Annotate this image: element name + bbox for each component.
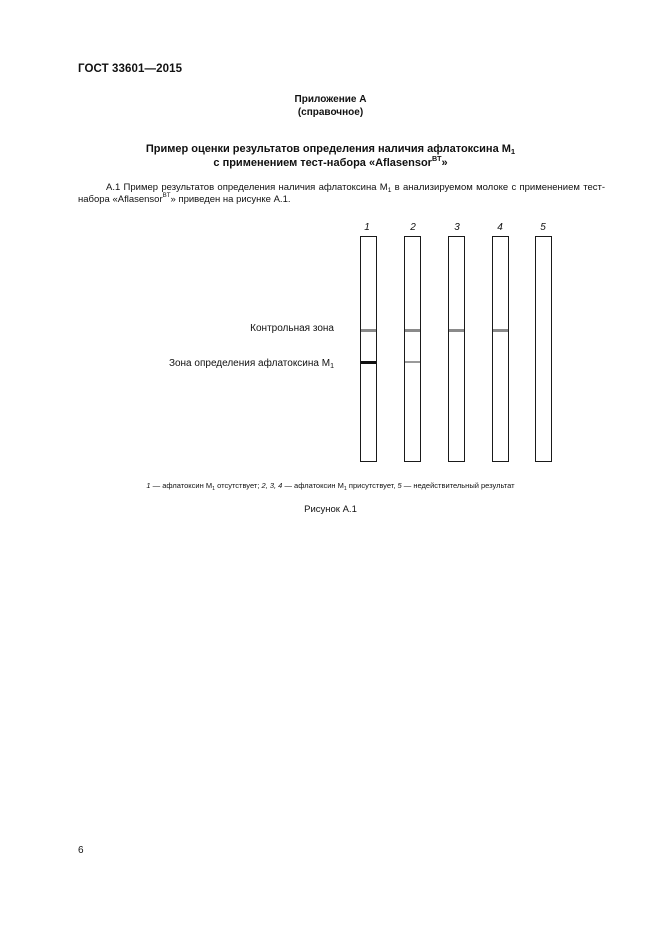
legend-text-2b: присутствует,: [346, 481, 398, 490]
detection-zone-label-text: Зона определения афлатоксина М: [168, 358, 331, 369]
test-strip: [404, 236, 421, 462]
strip-number-5: 5: [540, 222, 546, 233]
annex-heading: [0, 93, 661, 119]
legend-text-5: — недействительный результат: [401, 481, 515, 490]
control-band: [449, 329, 464, 332]
control-band: [361, 329, 376, 332]
page-number: 6: [78, 845, 84, 856]
test-strip: [492, 236, 509, 462]
annex-main-title: [0, 142, 661, 170]
paragraph-text-3: » приведен на рисунке А.1.: [170, 194, 291, 205]
legend-number-2: 2, 3, 4: [261, 481, 283, 490]
figure-caption: Рисунок А.1: [304, 504, 357, 515]
detection-zone-label-subscript: 1: [330, 363, 334, 370]
test-band: [405, 361, 420, 363]
title-line-1: [0, 142, 661, 156]
legend-number-5: 5: [397, 481, 402, 490]
legend-text-2: — афлатоксин М: [282, 481, 344, 490]
test-strip: [448, 236, 465, 462]
paragraph-text-2: в анализируемом молоке с применением тест-набора «Aflasensor: [78, 182, 605, 205]
title-line-2-superscript: BT: [431, 155, 442, 163]
strip-number-1: 1: [364, 222, 370, 233]
paragraph-a1: [78, 182, 605, 206]
control-band: [493, 329, 508, 332]
title-line-1-subscript: 1: [510, 147, 516, 156]
paragraph-text-1: А.1 Пример результатов определения наличия афлатоксина М: [106, 182, 388, 193]
strip-number-2: 2: [410, 222, 416, 233]
strip-number-3: 3: [454, 222, 460, 233]
detection-zone-label: [169, 358, 334, 369]
strip-number-4: 4: [497, 222, 503, 233]
legend-text-1: — афлатоксин М: [150, 481, 213, 490]
control-band: [405, 329, 420, 332]
annex-title: Приложение А: [294, 94, 367, 105]
paragraph-superscript: BT: [162, 192, 171, 199]
document-code: ГОСТ 33601—2015: [78, 63, 183, 75]
test-strip: [535, 236, 552, 462]
legend-subscript-1: 1: [212, 486, 215, 492]
title-line-2: [0, 156, 661, 170]
test-band: [361, 361, 376, 364]
title-line-2-close-quote: »: [441, 157, 448, 169]
title-line-2-text: с применением тест-набора «Aflasensor: [213, 157, 432, 169]
title-line-1-text: Пример оценки результатов определения наличия афлатоксина М: [145, 143, 511, 155]
annex-kind: (справочное): [297, 107, 364, 118]
legend-text-1b: отсутствует;: [215, 481, 262, 490]
legend-subscript-2: 1: [343, 486, 347, 492]
control-zone-label: Контрольная зона: [250, 323, 334, 334]
figure-legend: [0, 481, 661, 490]
paragraph-subscript: 1: [387, 187, 392, 194]
test-strip: [360, 236, 377, 462]
legend-number-1: 1: [146, 481, 151, 490]
